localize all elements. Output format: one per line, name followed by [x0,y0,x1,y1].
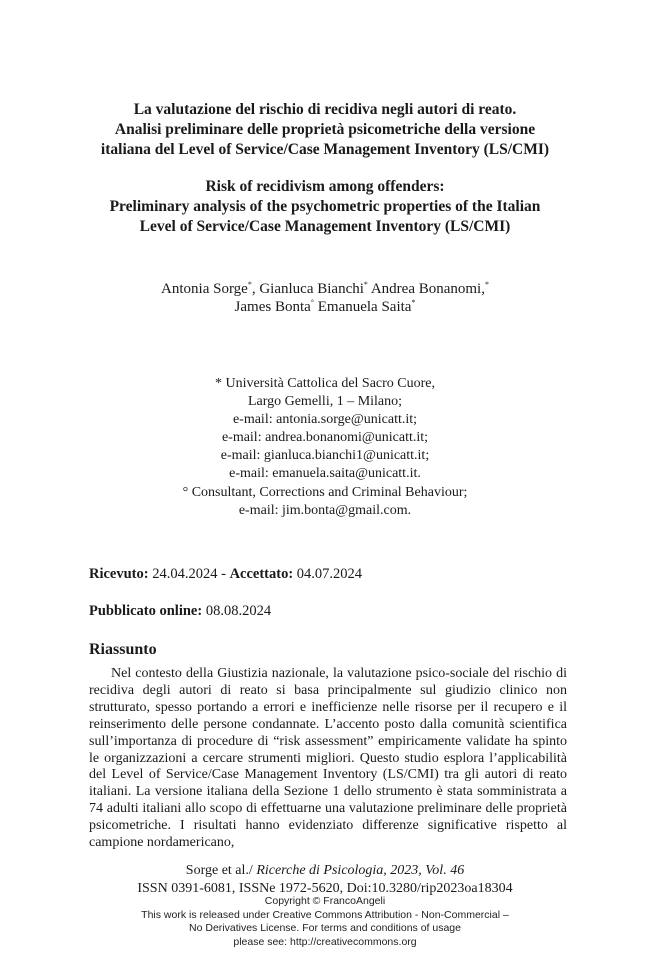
license-line: This work is released under Creative Commons Attribution - Non-Commercial – [141,908,509,921]
affiliation-line: Largo Gemelli, 1 – Milano; [247,394,403,410]
title-english [40,177,610,237]
date-separator: - [221,566,226,582]
affiliations [40,375,610,520]
title-italian [40,100,610,160]
title-english-line: Level of Service/Case Management Inventory (LS/CMI) [139,218,511,235]
author-affil-mark: ° [310,298,314,307]
affiliation-line: ° Consultant, Corrections and Criminal Behaviour; [182,484,468,500]
author-line: Antonia Sorge*, Gianluca Bianchi* Andrea Bonanomi,* [161,280,489,297]
citation-line [40,862,610,880]
affiliation-line: e-mail: andrea.bonanomi@unicatt.it; [221,430,429,446]
abstract-heading: Riassunto [89,641,157,658]
author-affil-mark: * [363,280,368,289]
author-name: Emanuela Saita [317,299,412,315]
license-line: No Derivatives License. For terms and conditions of usage [189,922,461,934]
author-line [40,298,610,316]
published-label: Pubblicato online: [89,603,203,619]
citation-journal: Ricerche di Psicologia, 2023, Vol. 46 [256,863,465,878]
author-name: Andrea Bonanomi, [370,281,485,297]
accepted-date: 04.07.2024 [296,566,363,582]
issn-doi-line: ISSN 0391-6081, ISSNe 1972-5620, Doi:10.3280/rip2023oa18304 [137,881,513,896]
title-italian-line: italiana del Level of Service/Case Management Inventory (LS/CMI) [100,141,550,158]
published-date: 08.08.2024 [205,603,272,619]
published-date-line [89,602,589,620]
affiliation-line: e-mail: antonia.sorge@unicatt.it; [232,412,418,428]
affiliation-line: e-mail: gianluca.bianchi1@unicatt.it; [220,448,430,464]
citation-authors: Sorge et al./ [185,863,253,878]
title-italian-line: La valutazione del rischio di recidiva negli autori di reato. [133,101,517,118]
author-name: Gianluca Bianchi [259,281,364,297]
affiliation-line: * Università Cattolica del Sacro Cuore, [214,376,436,391]
affiliation-line: e-mail: jim.bonta@gmail.com. [238,502,412,518]
author-name: James Bonta [234,299,311,315]
author-affil-mark: * [411,298,416,307]
received-accepted-dates [89,565,589,583]
title-italian-line: Analisi preliminare delle proprietà psicometriche della versione [114,121,536,138]
affiliation-line: e-mail: emanuela.saita@unicatt.it. [229,466,421,482]
received-label: Ricevuto: [89,566,149,582]
title-english-line: Risk of recidivism among offenders: [205,178,445,195]
author-affil-mark: * [484,280,489,289]
title-english-line: Preliminary analysis of the psychometric properties of the Italian [109,198,541,215]
author-affil-mark: * [247,280,252,289]
license-line: please see: http://creativecommons.org [233,935,417,948]
copyright-notice [40,895,610,949]
copyright-line: Copyright © FrancoAngeli [264,895,386,907]
received-date: 24.04.2024 [152,566,218,582]
author-list [40,280,610,316]
accepted-label: Accettato: [229,566,294,582]
abstract-text: Nel contesto della Giustizia nazionale, la valutazione psico-sociale del rischio di recidiva degli autori di reato si basa principalmente sul giudizio clinico non strutturato, spesso portando a errori e inefficienze nelle risorse per il recupero e il reinserimento delle persone condannate. L’accento posto dalla comunità scientifica sull’importanza di procedure di “risk assessment” empiricamente validate ha spinto le organizzazioni a cercare strumenti migliori. Questo studio esplora l’applicabilità del Level of Service/Case Management Inventory (LS/CMI) tra gli autori di reato italiani. La versione italiana della Sezione 1 dello strumento è stata somministrata a 74 adulti italiani allo scopo di effettuarne una valutazione preliminare delle proprietà psicometriche. I risultati hanno evidenziato differenze significative rispetto al campione nordamericano, [89,666,567,851]
author-name: Antonia Sorge [161,281,248,297]
